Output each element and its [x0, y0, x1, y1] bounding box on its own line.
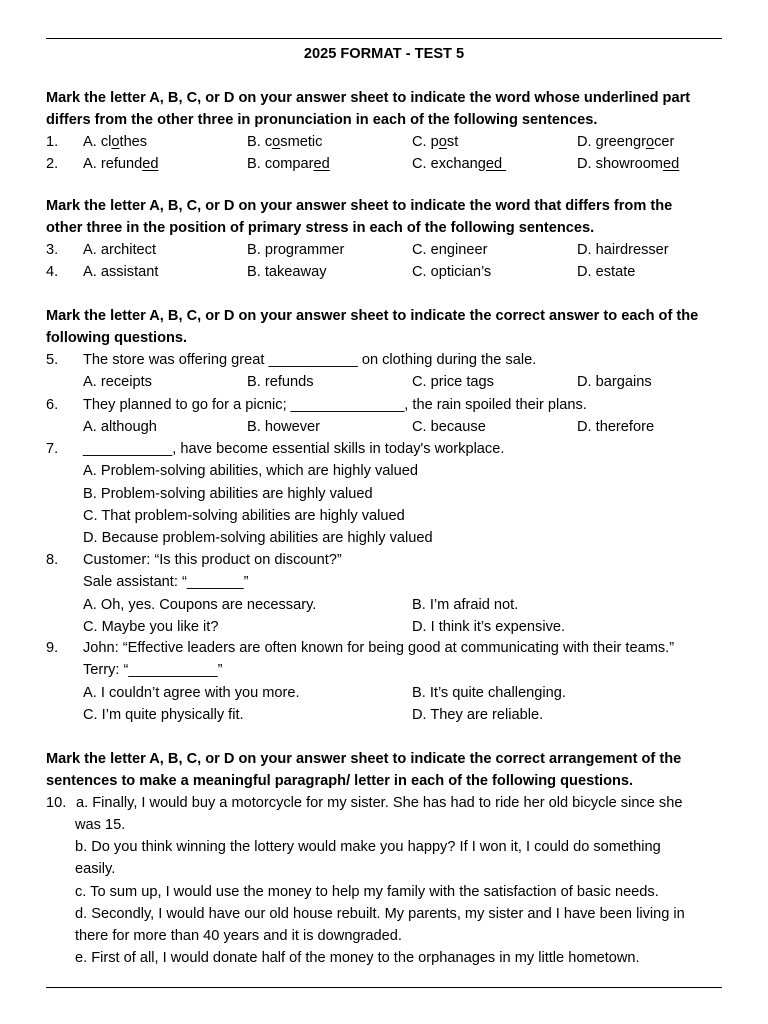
option-d: D. bargains	[577, 374, 652, 390]
option-a: A. refunded	[83, 156, 159, 172]
question-10-sentence-a-cont: was 15.	[75, 817, 126, 833]
option-a: A. architect	[83, 242, 156, 258]
option-a: A. receipts	[83, 374, 152, 390]
option-c: C. I’m quite physically fit.	[83, 707, 244, 723]
option-d: D. They are reliable.	[412, 707, 544, 723]
underlined-part: ed	[142, 156, 159, 172]
underlined-part: ed	[313, 156, 330, 172]
option-d: D. greengrocer	[577, 134, 675, 150]
stress-instruction-line-2: other three in the position of primary stress in each of the following sentences.	[46, 220, 595, 236]
correct-answer-instruction-line-1: Mark the letter A, B, C, or D on your answer sheet to indicate the correct answer to each of the	[46, 308, 699, 324]
option-b: B. compared	[247, 156, 330, 172]
question-number: 4.	[46, 264, 59, 280]
option-d: D. showroomed	[577, 156, 680, 172]
question-10-sentence-c: c. To sum up, I would use the money to help my family with the satisfaction of basic needs.	[75, 884, 659, 900]
underlined-part: o	[645, 134, 655, 150]
option-a: A. although	[83, 419, 157, 435]
arrangement-instruction-line-2: sentences to make a meaningful paragraph/ letter in each of the following questions.	[46, 773, 634, 789]
pronunciation-instruction-line-1: Mark the letter A, B, C, or D on your answer sheet to indicate the word whose underlined part	[46, 90, 691, 106]
question-7-option-b: B. Problem-solving abilities are highly valued	[83, 486, 373, 502]
option-a: A. Oh, yes. Coupons are necessary.	[83, 597, 317, 613]
option-b: B. It’s quite challenging.	[412, 685, 566, 701]
question-number: 2.	[46, 156, 59, 172]
option-d: D. hairdresser	[577, 242, 669, 258]
underlined-part: o	[272, 134, 281, 150]
question-10-sentence-d: d. Secondly, I would have our old house rebuilt. My parents, my sister and I have been living in	[75, 906, 685, 922]
correct-answer-instruction-line-2: following questions.	[46, 330, 188, 346]
page-title: 2025 FORMAT - TEST 5	[303, 46, 465, 62]
question-text: ___________, have become essential skills in today's workplace.	[83, 441, 505, 457]
question-10-sentence-d-cont: there for more than 40 years and it is downgraded.	[75, 928, 402, 944]
question-number: 1.	[46, 134, 59, 150]
question-number: 6.	[46, 397, 59, 413]
option-b: B. cosmetic	[247, 134, 323, 150]
option-d: D. therefore	[577, 419, 655, 435]
option-b: B. however	[247, 419, 321, 435]
underlined-part: o	[111, 134, 120, 150]
top-rule	[46, 38, 722, 39]
question-8-reply: Sale assistant: “_______”	[83, 574, 249, 590]
stress-instruction-line-1: Mark the letter A, B, C, or D on your answer sheet to indicate the word that differs from the	[46, 198, 673, 214]
underlined-part: ed	[485, 156, 507, 172]
question-number: 10.	[46, 795, 67, 811]
option-b: B. I’m afraid not.	[412, 597, 519, 613]
option-c: C. exchanged	[412, 156, 507, 172]
question-text: The store was offering great ___________ on clothing during the sale.	[83, 352, 537, 368]
question-10-sentence-b-cont: easily.	[75, 861, 116, 877]
option-c: C. optician’s	[412, 264, 492, 280]
question-number: 8.	[46, 552, 59, 568]
option-a: A. I couldn’t agree with you more.	[83, 685, 300, 701]
question-text: John: “Effective leaders are often known for being good at communicating with their teams.”	[83, 640, 675, 656]
option-c: C. price tags	[412, 374, 494, 390]
question-10-sentence-e: e. First of all, I would donate half of the money to the orphanages in my little hometown.	[75, 950, 640, 966]
question-7-option-d: D. Because problem-solving abilities are highly valued	[83, 530, 433, 546]
sentence-text: a. Finally, I would buy a motorcycle for my sister. She has had to ride her old bicycle since she	[76, 795, 683, 811]
question-9-reply: Terry: “___________”	[83, 662, 223, 678]
underlined-part: o	[438, 134, 447, 150]
question-7-option-a: A. Problem-solving abilities, which are highly valued	[83, 463, 419, 479]
option-b: B. programmer	[247, 242, 345, 258]
pronunciation-instruction-line-2: differs from the other three in pronunciation in each of the following sentences.	[46, 112, 598, 128]
option-c: C. engineer	[412, 242, 488, 258]
option-c: C. post	[412, 134, 459, 150]
question-10-sentence-b: b. Do you think winning the lottery would make you happy? If I won it, I could do something	[75, 839, 661, 855]
question-text: They planned to go for a picnic; ______________, the rain spoiled their plans.	[83, 397, 587, 413]
option-b: B. takeaway	[247, 264, 327, 280]
question-number: 3.	[46, 242, 59, 258]
question-number: 9.	[46, 640, 59, 656]
underlined-part: ed	[662, 156, 680, 172]
option-b: B. refunds	[247, 374, 314, 390]
option-d: D. estate	[577, 264, 636, 280]
option-a: A. assistant	[83, 264, 159, 280]
question-7-option-c: C. That problem-solving abilities are highly valued	[83, 508, 405, 524]
arrangement-instruction-line-1: Mark the letter A, B, C, or D on your answer sheet to indicate the correct arrangement of the	[46, 751, 682, 767]
option-a: A. clothes	[83, 134, 148, 150]
option-c: C. because	[412, 419, 486, 435]
question-text: Customer: “Is this product on discount?”	[83, 552, 342, 568]
option-d: D. I think it’s expensive.	[412, 619, 566, 635]
question-number: 7.	[46, 441, 59, 457]
bottom-rule	[46, 987, 722, 988]
question-number: 5.	[46, 352, 59, 368]
option-c: C. Maybe you like it?	[83, 619, 219, 635]
